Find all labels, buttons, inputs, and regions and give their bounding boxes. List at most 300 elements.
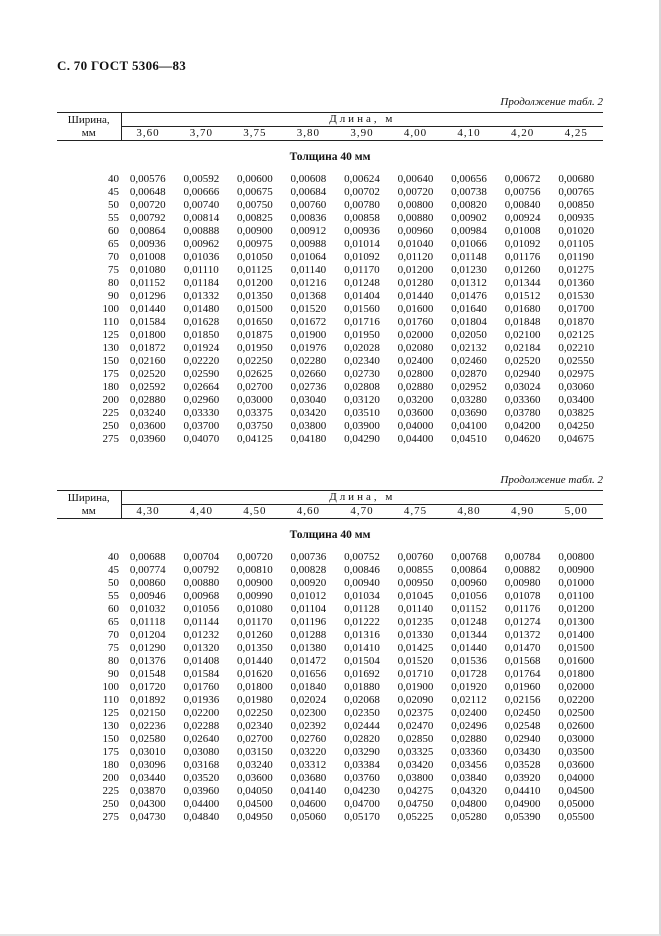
volume-cell: 0,00736 [290, 551, 327, 563]
volume-cell: 0,01700 [558, 303, 595, 315]
volume-cell: 0,01584 [183, 668, 220, 680]
volume-cell: 0,02400 [451, 707, 487, 719]
volume-cell: 0,02520 [129, 368, 166, 380]
volume-cell: 0,00800 [558, 551, 595, 563]
volume-cell: 0,02800 [397, 368, 434, 380]
volume-cell: 0,00880 [183, 577, 220, 589]
volume-cell: 0,01404 [344, 290, 380, 302]
volume-cell: 0,00850 [558, 199, 595, 211]
volume-cell: 0,02940 [504, 733, 541, 745]
volume-cell: 0,05500 [558, 811, 595, 823]
volume-cell: 0,00900 [236, 225, 273, 237]
volume-cell: 0,01118 [130, 616, 166, 628]
volume-cell: 0,00756 [504, 186, 541, 198]
volume-cell: 0,00740 [183, 199, 220, 211]
table-row [57, 368, 603, 381]
volume-cell: 0,03330 [183, 407, 220, 419]
length-value-header: 4,00 [389, 127, 443, 141]
volume-cell: 0,04100 [451, 420, 487, 432]
volume-cell: 0,02236 [129, 720, 166, 732]
volume-cell: 0,05225 [397, 811, 434, 823]
length-value-header: 4,40 [175, 505, 229, 519]
width-cell: 130 [102, 720, 119, 732]
volume-cell: 0,01230 [451, 264, 487, 276]
volume-cell: 0,01125 [237, 264, 273, 276]
volume-cell: 0,02625 [236, 368, 273, 380]
width-cell: 225 [102, 407, 119, 419]
volume-cell: 0,02870 [451, 368, 487, 380]
volume-cell: 0,01368 [290, 290, 327, 302]
table-row [57, 251, 603, 264]
volume-cell: 0,01936 [183, 694, 220, 706]
volume-table [57, 490, 603, 824]
width-cell: 55 [108, 590, 119, 602]
volume-cell: 0,00902 [451, 212, 487, 224]
table-row [57, 199, 603, 212]
volume-cell: 0,04000 [397, 420, 434, 432]
volume-cell: 0,00880 [397, 212, 434, 224]
volume-cell: 0,04180 [290, 433, 327, 445]
volume-cell: 0,05060 [290, 811, 327, 823]
volume-cell: 0,03528 [504, 759, 541, 771]
volume-cell: 0,01950 [344, 329, 380, 341]
volume-cell: 0,03120 [344, 394, 380, 406]
table-section-1 [57, 96, 603, 446]
volume-cell: 0,02090 [397, 694, 434, 706]
continuation-label: Продолжение табл. 2 [500, 474, 603, 486]
volume-cell: 0,01880 [344, 681, 380, 693]
width-cell: 40 [108, 173, 119, 185]
volume-cell: 0,01620 [236, 668, 273, 680]
volume-cell: 0,01372 [504, 629, 541, 641]
volume-cell: 0,02375 [397, 707, 434, 719]
table-row [57, 186, 603, 199]
width-cell: 180 [102, 381, 119, 393]
volume-cell: 0,01148 [451, 251, 487, 263]
volume-cell: 0,02880 [129, 394, 166, 406]
volume-cell: 0,05170 [344, 811, 380, 823]
volume-cell: 0,01512 [504, 290, 541, 302]
width-cell: 50 [108, 577, 119, 589]
volume-cell: 0,00680 [558, 173, 595, 185]
volume-cell: 0,02500 [558, 707, 595, 719]
length-value-header: 4,30 [121, 505, 175, 519]
volume-cell: 0,01440 [236, 655, 273, 667]
volume-cell: 0,02160 [129, 355, 166, 367]
thickness-header: Толщина 40 мм [289, 529, 371, 541]
volume-cell: 0,02200 [183, 707, 220, 719]
volume-cell: 0,01440 [129, 303, 166, 315]
width-cell: 275 [102, 811, 119, 823]
volume-cell: 0,00656 [451, 173, 487, 185]
volume-cell: 0,01176 [504, 603, 541, 615]
volume-cell: 0,03000 [558, 733, 595, 745]
volume-cell: 0,02880 [451, 733, 487, 745]
volume-cell: 0,00792 [129, 212, 166, 224]
volume-cell: 0,00720 [397, 186, 434, 198]
volume-cell: 0,01275 [558, 264, 595, 276]
volume-cell: 0,03040 [290, 394, 327, 406]
volume-cell: 0,01332 [183, 290, 220, 302]
volume-cell: 0,01300 [558, 616, 595, 628]
volume-cell: 0,05390 [504, 811, 541, 823]
volume-cell: 0,00900 [236, 577, 273, 589]
table-row [57, 642, 603, 655]
volume-cell: 0,01152 [451, 603, 487, 615]
volume-cell: 0,01204 [129, 629, 166, 641]
volume-cell: 0,02952 [451, 381, 487, 393]
width-cell: 70 [108, 629, 119, 641]
length-value-header: 3,75 [228, 127, 282, 141]
volume-cell: 0,01892 [129, 694, 166, 706]
volume-cell: 0,00774 [129, 564, 166, 576]
volume-cell: 0,02940 [504, 368, 541, 380]
length-value-header: 3,80 [282, 127, 336, 141]
volume-cell: 0,00608 [290, 173, 327, 185]
volume-cell: 0,02000 [397, 329, 434, 341]
volume-cell: 0,00666 [183, 186, 220, 198]
table-row [57, 746, 603, 759]
table-row [57, 551, 603, 564]
volume-cell: 0,01080 [236, 603, 273, 615]
volume-cell: 0,02450 [504, 707, 541, 719]
volume-cell: 0,01080 [129, 264, 166, 276]
volume-cell: 0,01128 [344, 603, 380, 615]
volume-cell: 0,01330 [397, 629, 434, 641]
width-cell: 65 [108, 238, 119, 250]
volume-cell: 0,01316 [344, 629, 380, 641]
volume-cell: 0,00760 [397, 551, 434, 563]
volume-cell: 0,01920 [451, 681, 487, 693]
volume-cell: 0,01312 [451, 277, 487, 289]
volume-cell: 0,01400 [558, 629, 595, 641]
volume-cell: 0,01056 [183, 603, 220, 615]
volume-cell: 0,03800 [397, 772, 434, 784]
volume-cell: 0,03840 [451, 772, 487, 784]
volume-cell: 0,01410 [344, 642, 380, 654]
volume-cell: 0,03500 [558, 746, 595, 758]
volume-cell: 0,01344 [504, 277, 541, 289]
width-cell: 110 [102, 694, 119, 706]
volume-cell: 0,01672 [290, 316, 327, 328]
width-cell: 40 [108, 551, 119, 563]
volume-cell: 0,01045 [397, 590, 434, 602]
volume-cell: 0,00738 [451, 186, 487, 198]
volume-cell: 0,03750 [236, 420, 273, 432]
length-value-header: 5,00 [549, 505, 603, 519]
volume-cell: 0,01176 [504, 251, 541, 263]
volume-cell: 0,01728 [451, 668, 487, 680]
width-cell: 55 [108, 212, 119, 224]
volume-cell: 0,01274 [504, 616, 541, 628]
volume-cell: 0,02000 [558, 681, 595, 693]
length-value-header: 4,60 [282, 505, 336, 519]
volume-cell: 0,02250 [236, 355, 273, 367]
volume-cell: 0,03325 [397, 746, 434, 758]
volume-cell: 0,01600 [397, 303, 434, 315]
volume-cell: 0,03440 [129, 772, 166, 784]
volume-cell: 0,01200 [236, 277, 273, 289]
volume-cell: 0,04140 [290, 785, 327, 797]
volume-cell: 0,04500 [558, 785, 595, 797]
volume-cell: 0,03290 [344, 746, 380, 758]
volume-cell: 0,00912 [290, 225, 327, 237]
volume-cell: 0,01840 [290, 681, 327, 693]
thickness-header-row [57, 141, 603, 174]
volume-cell: 0,04675 [558, 433, 595, 445]
volume-cell: 0,01476 [451, 290, 487, 302]
width-cell: 70 [108, 251, 119, 263]
volume-cell: 0,04000 [558, 772, 595, 784]
volume-cell: 0,01764 [504, 668, 541, 680]
volume-cell: 0,01012 [290, 590, 327, 602]
volume-cell: 0,03600 [558, 759, 595, 771]
table-row [57, 785, 603, 798]
volume-cell: 0,03240 [129, 407, 166, 419]
width-cell: 150 [102, 733, 119, 745]
volume-cell: 0,01196 [290, 616, 327, 628]
volume-cell: 0,03312 [290, 759, 327, 771]
volume-cell: 0,01235 [397, 616, 434, 628]
volume-cell: 0,04600 [290, 798, 327, 810]
volume-cell: 0,01020 [558, 225, 595, 237]
volume-cell: 0,00888 [183, 225, 220, 237]
volume-cell: 0,01500 [558, 642, 595, 654]
volume-cell: 0,00990 [236, 590, 273, 602]
table-row [57, 759, 603, 772]
volume-cell: 0,02760 [290, 733, 327, 745]
volume-cell: 0,01288 [290, 629, 327, 641]
volume-cell: 0,00950 [397, 577, 434, 589]
volume-cell: 0,04500 [236, 798, 273, 810]
volume-cell: 0,01710 [397, 668, 434, 680]
volume-cell: 0,00810 [236, 564, 273, 576]
volume-cell: 0,01190 [558, 251, 594, 263]
volume-cell: 0,02250 [236, 707, 273, 719]
volume-cell: 0,01692 [344, 668, 380, 680]
volume-cell: 0,00760 [290, 199, 327, 211]
volume-cell: 0,02880 [397, 381, 434, 393]
volume-cell: 0,03200 [397, 394, 434, 406]
volume-cell: 0,01290 [129, 642, 166, 654]
width-cell: 130 [102, 342, 119, 354]
length-value-header: 3,90 [335, 127, 389, 141]
volume-cell: 0,01008 [129, 251, 166, 263]
length-group-header: Длина, м [121, 491, 603, 505]
volume-cell: 0,01120 [397, 251, 434, 263]
width-cell: 75 [108, 264, 119, 276]
volume-cell: 0,01536 [451, 655, 487, 667]
volume-cell: 0,04410 [504, 785, 541, 797]
volume-cell: 0,00780 [344, 199, 380, 211]
volume-cell: 0,00825 [236, 212, 273, 224]
volume-cell: 0,02975 [558, 368, 595, 380]
volume-cell: 0,02200 [558, 694, 595, 706]
volume-cell: 0,02050 [451, 329, 487, 341]
width-cell: 60 [108, 225, 119, 237]
volume-cell: 0,00640 [397, 173, 434, 185]
table-row [57, 394, 603, 407]
volume-cell: 0,01034 [344, 590, 380, 602]
volume-cell: 0,01520 [290, 303, 327, 315]
volume-cell: 0,04070 [183, 433, 220, 445]
volume-cell: 0,00962 [183, 238, 220, 250]
volume-cell: 0,02640 [183, 733, 220, 745]
volume-cell: 0,02548 [504, 720, 541, 732]
volume-cell: 0,01056 [451, 590, 487, 602]
table-row [57, 733, 603, 746]
volume-cell: 0,01504 [344, 655, 380, 667]
volume-cell: 0,01560 [344, 303, 380, 315]
volume-cell: 0,02280 [290, 355, 327, 367]
volume-cell: 0,03360 [451, 746, 487, 758]
volume-cell: 0,01350 [236, 290, 273, 302]
page-header: С. 70 ГОСТ 5306—83 [57, 58, 187, 73]
table-row [57, 629, 603, 642]
volume-cell: 0,03760 [344, 772, 380, 784]
volume-cell: 0,03600 [236, 772, 273, 784]
volume-cell: 0,00792 [183, 564, 220, 576]
table-row [57, 564, 603, 577]
volume-cell: 0,05280 [451, 811, 487, 823]
volume-cell: 0,04250 [558, 420, 595, 432]
volume-cell: 0,00984 [451, 225, 487, 237]
volume-cell: 0,00900 [558, 564, 595, 576]
volume-cell: 0,02444 [344, 720, 380, 732]
volume-cell: 0,03680 [290, 772, 327, 784]
volume-cell: 0,01640 [451, 303, 487, 315]
volume-cell: 0,01440 [397, 290, 434, 302]
volume-cell: 0,00784 [504, 551, 541, 563]
volume-cell: 0,01260 [504, 264, 541, 276]
volume-cell: 0,00684 [290, 186, 327, 198]
width-cell: 80 [108, 655, 119, 667]
volume-cell: 0,03510 [344, 407, 380, 419]
width-cell: 180 [102, 759, 119, 771]
volume-cell: 0,02470 [397, 720, 434, 732]
length-value-header: 4,90 [496, 505, 550, 519]
volume-cell: 0,03960 [183, 785, 220, 797]
volume-cell: 0,01900 [290, 329, 327, 341]
volume-cell: 0,04230 [344, 785, 380, 797]
table-row [57, 798, 603, 811]
volume-cell: 0,00720 [129, 199, 166, 211]
volume-cell: 0,01100 [558, 590, 594, 602]
volume-cell: 0,01144 [183, 616, 219, 628]
volume-cell: 0,01032 [129, 603, 166, 615]
width-cell: 125 [102, 707, 119, 719]
volume-cell: 0,03600 [397, 407, 434, 419]
volume-cell: 0,04750 [397, 798, 434, 810]
width-cell: 100 [102, 303, 119, 315]
length-value-header: 4,70 [335, 505, 389, 519]
volume-cell: 0,01360 [558, 277, 595, 289]
volume-cell: 0,04290 [344, 433, 380, 445]
volume-cell: 0,04050 [236, 785, 273, 797]
volume-cell: 0,01014 [344, 238, 380, 250]
volume-cell: 0,02184 [504, 342, 541, 354]
width-cell: 175 [102, 746, 119, 758]
table-row [57, 720, 603, 733]
volume-cell: 0,01960 [504, 681, 541, 693]
table-row [57, 316, 603, 329]
width-column-header: Ширина, мм [57, 113, 121, 141]
volume-cell: 0,03800 [290, 420, 327, 432]
table-row [57, 433, 603, 446]
thickness-header-row [57, 519, 603, 552]
volume-cell: 0,00935 [558, 212, 595, 224]
volume-cell: 0,01296 [129, 290, 166, 302]
volume-cell: 0,02592 [129, 381, 166, 393]
volume-cell: 0,01870 [558, 316, 595, 328]
volume-cell: 0,00840 [504, 199, 541, 211]
volume-cell: 0,02808 [344, 381, 380, 393]
thickness-header: Толщина 40 мм [289, 151, 371, 163]
volume-cell: 0,03060 [558, 381, 595, 393]
volume-cell: 0,02080 [397, 342, 434, 354]
volume-cell: 0,03825 [558, 407, 595, 419]
volume-cell: 0,02660 [290, 368, 327, 380]
volume-cell: 0,00882 [504, 564, 541, 576]
table-row [57, 407, 603, 420]
volume-cell: 0,02736 [290, 381, 327, 393]
width-cell: 90 [108, 668, 119, 680]
volume-cell: 0,01548 [129, 668, 166, 680]
table-row [57, 694, 603, 707]
volume-cell: 0,00864 [129, 225, 166, 237]
width-cell: 200 [102, 772, 119, 784]
volume-cell: 0,01470 [504, 642, 541, 654]
volume-cell: 0,01320 [183, 642, 220, 654]
volume-cell: 0,02300 [290, 707, 327, 719]
table-row [57, 329, 603, 342]
volume-cell: 0,00765 [558, 186, 595, 198]
volume-cell: 0,01628 [183, 316, 220, 328]
volume-cell: 0,04950 [236, 811, 273, 823]
volume-cell: 0,04510 [451, 433, 487, 445]
volume-cell: 0,01584 [129, 316, 166, 328]
volume-cell: 0,01092 [344, 251, 380, 263]
volume-cell: 0,01050 [236, 251, 273, 263]
volume-cell: 0,00960 [397, 225, 434, 237]
volume-cell: 0,04840 [183, 811, 220, 823]
volume-cell: 0,02960 [183, 394, 220, 406]
table-row [57, 577, 603, 590]
volume-cell: 0,01232 [183, 629, 220, 641]
volume-cell: 0,04400 [397, 433, 434, 445]
volume-cell: 0,00720 [236, 551, 273, 563]
volume-cell: 0,03360 [504, 394, 541, 406]
volume-cell: 0,01344 [451, 629, 487, 641]
volume-cell: 0,00576 [129, 173, 166, 185]
volume-cell: 0,00814 [183, 212, 220, 224]
volume-cell: 0,01950 [236, 342, 273, 354]
table-row [57, 290, 603, 303]
volume-cell: 0,03280 [451, 394, 487, 406]
table-row [57, 668, 603, 681]
volume-cell: 0,02068 [344, 694, 380, 706]
length-value-header: 3,70 [175, 127, 229, 141]
volume-cell: 0,01800 [236, 681, 273, 693]
width-cell: 225 [102, 785, 119, 797]
volume-cell: 0,02288 [183, 720, 220, 732]
volume-cell: 0,00624 [344, 173, 380, 185]
volume-cell: 0,00820 [451, 199, 487, 211]
volume-cell: 0,02580 [129, 733, 166, 745]
volume-cell: 0,04900 [504, 798, 541, 810]
table-row [57, 264, 603, 277]
volume-cell: 0,00855 [397, 564, 434, 576]
